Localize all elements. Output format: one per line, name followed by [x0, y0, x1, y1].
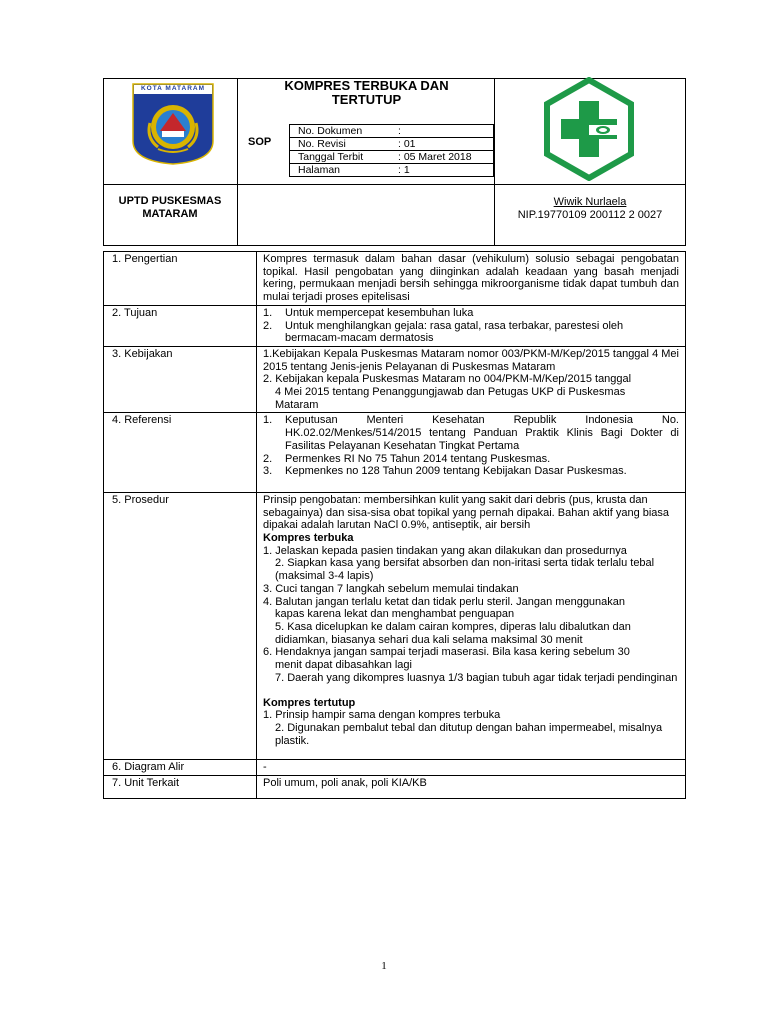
list-text: Kepmenkes no 128 Tahun 2009 tentang Kebijakan Dasar Puskesmas.	[285, 465, 627, 478]
doc-info-value: : 05 Maret 2018	[398, 151, 472, 163]
row-label: 7. Unit Terkait	[104, 776, 257, 799]
row-label: 4. Referensi	[104, 413, 257, 493]
table-row	[104, 760, 686, 776]
doc-info-value: :	[398, 125, 401, 137]
list-number: 1.	[263, 414, 273, 427]
title-line: KOMPRES TERBUKA DAN	[284, 78, 449, 93]
diagram-value: -	[257, 760, 686, 776]
list-item	[263, 307, 679, 320]
kota-mataram-seal	[132, 83, 214, 165]
table-row	[104, 413, 686, 493]
row-label: 3. Kebijakan	[104, 346, 257, 413]
procedure-step: 1. Jelaskan kepada pasien tindakan yang akan dilakukan dan prosedurnya	[263, 544, 627, 557]
seal-text: KOTA MATARAM	[140, 85, 206, 92]
procedure-step: menit dapat dibasahkan lagi	[275, 659, 412, 672]
procedure-step: 3. Cuci tangan 7 langkah sebelum memulai tindakan	[263, 582, 519, 595]
puskesmas-cross-logo	[543, 77, 635, 181]
list-number: 2.	[263, 452, 273, 465]
kebijakan-item: 1.Kebijakan Kepala Puskesmas Mataram nomor 003/PKM-M/Kep/2015 tanggal 4 Mei 2015 tentang Jenis-jenis Pelayanan di Puskesmas Mataram	[263, 347, 679, 373]
list-text: Keputusan Menteri Kesehatan Republik Indonesia No. HK.02.02/Menkes/514/2015 tentang Panduan Praktik Klinis Bagi Dokter di Fasilitas Pelayanan Kesehatan Tingkat Pertama	[285, 414, 679, 452]
section-heading: Kompres tertutup	[263, 696, 356, 709]
row-label: 1. Pengertian	[104, 252, 257, 306]
table-row	[104, 305, 686, 346]
signature-block	[495, 196, 685, 222]
list-item	[263, 320, 679, 345]
prosedur-intro: Prinsip pengobatan: membersihkan kulit yang sakit dari debris (pus, krusta dan sebagainya) dan sisa-sisa obat topikal yang pernah dipakai. Bahan aktif yang biasa dipakai adalah larutan NaCl 0.9%, antiseptik, air bersih	[263, 493, 670, 532]
doc-info-row	[290, 151, 494, 164]
procedure-step: 4. Balutan jangan terlalu ketat dan tidak perlu steril. Jangan menggunakan	[263, 595, 626, 608]
signer-name: Wiwik Nurlaela	[553, 196, 627, 208]
doc-info-key: No. Revisi	[298, 138, 346, 150]
sop-label: SOP	[248, 136, 272, 148]
unit-line: UPTD PUSKESMAS	[118, 195, 222, 207]
doc-info-value: : 1	[398, 164, 410, 176]
page-title	[240, 79, 493, 107]
kebijakan-item: Mataram	[275, 398, 319, 411]
kebijakan-item: 4 Mei 2015 tentang Penanggungjawab dan Petugas UKP di Puskesmas	[275, 386, 626, 399]
header-divider	[103, 184, 686, 185]
procedure-step: 5. Kasa dicelupkan ke dalam cairan kompres, diperas lalu dibalutkan dan didiamkan, biasanya sehari dua kali selama maksimal 30 menit	[275, 620, 631, 646]
title-line: TERTUTUP	[331, 92, 402, 107]
row-label: 2. Tujuan	[104, 305, 257, 346]
procedure-step: 7. Daerah yang dikompres luasnya 1/3 bagian tubuh agar tidak terjadi pendinginan	[275, 671, 678, 684]
row-label: 6. Diagram Alir	[104, 760, 257, 776]
list-item	[263, 414, 679, 452]
section-heading: Kompres terbuka	[263, 532, 354, 545]
list-text: Permenkes RI No 75 Tahun 2014 tentang Puskesmas.	[285, 452, 551, 465]
kebijakan-text	[257, 346, 686, 413]
doc-info-key: Tanggal Terbit	[298, 151, 364, 163]
list-item	[263, 453, 679, 466]
header-divider	[237, 78, 238, 246]
document-info-table	[289, 124, 494, 177]
procedure-step: 6. Hendaknya jangan sampai terjadi maserasi. Bila kasa kering sebelum 30	[263, 646, 630, 659]
list-number: 1.	[263, 306, 273, 319]
page-number: 1	[381, 960, 387, 972]
referensi-list	[257, 413, 686, 493]
list-text: Untuk mempercepat kesembuhan luka	[285, 306, 474, 319]
unit-terkait-value: Poli umum, poli anak, poli KIA/KB	[257, 776, 686, 799]
list-number: 2.	[263, 319, 273, 332]
unit-name	[104, 195, 236, 221]
doc-info-key: Halaman	[298, 164, 341, 176]
signer-nip: NIP.19770109 200112 2 0027	[517, 209, 663, 221]
sop-content-table	[103, 251, 686, 799]
list-item	[263, 465, 679, 478]
tujuan-list	[257, 305, 686, 346]
doc-info-key: No. Dokumen	[298, 125, 363, 137]
table-row	[104, 776, 686, 799]
prosedur-text	[257, 492, 686, 759]
doc-info-row	[290, 138, 494, 151]
procedure-step: 2. Digunakan pembalut tebal dan ditutup dengan bahan impermeabel, misalnya plastik.	[275, 721, 663, 747]
list-text: Untuk menghilangkan gejala: rasa gatal, rasa terbakar, parestesi oleh bermacam-macam dermatosis	[285, 319, 624, 345]
list-number: 3.	[263, 465, 273, 478]
doc-info-row	[290, 125, 494, 138]
doc-info-row	[290, 164, 494, 177]
procedure-step: kapas karena lekat dan menghambat penguapan	[275, 608, 515, 621]
table-row	[104, 252, 686, 306]
doc-info-value: : 01	[398, 138, 416, 150]
table-row	[104, 346, 686, 413]
kebijakan-item: 2. Kebijakan kepala Puskesmas Mataram no 004/PKM-M/Kep/2015 tanggal	[263, 373, 632, 386]
procedure-step: 2. Siapkan kasa yang bersifat absorben dan non-iritasi serta tidak terlalu tebal (maksimal 3-4 lapis)	[275, 557, 655, 583]
table-row	[104, 492, 686, 759]
unit-line: MATARAM	[142, 208, 198, 220]
row-label: 5. Prosedur	[104, 492, 257, 759]
pengertian-text: Kompres termasuk dalam bahan dasar (vehikulum) solusio sebagai pengobatan topikal. Hasil pengobatan yang diinginkan adalah keadaan yang basah menjadi kering, permukaan menjadi bersih sehingga mikroorganisme tidak dapat tumbuh dan mulai terjadi proses epitelisasi	[257, 252, 686, 306]
procedure-step: 1. Prinsip hampir sama dengan kompres terbuka	[263, 709, 501, 722]
